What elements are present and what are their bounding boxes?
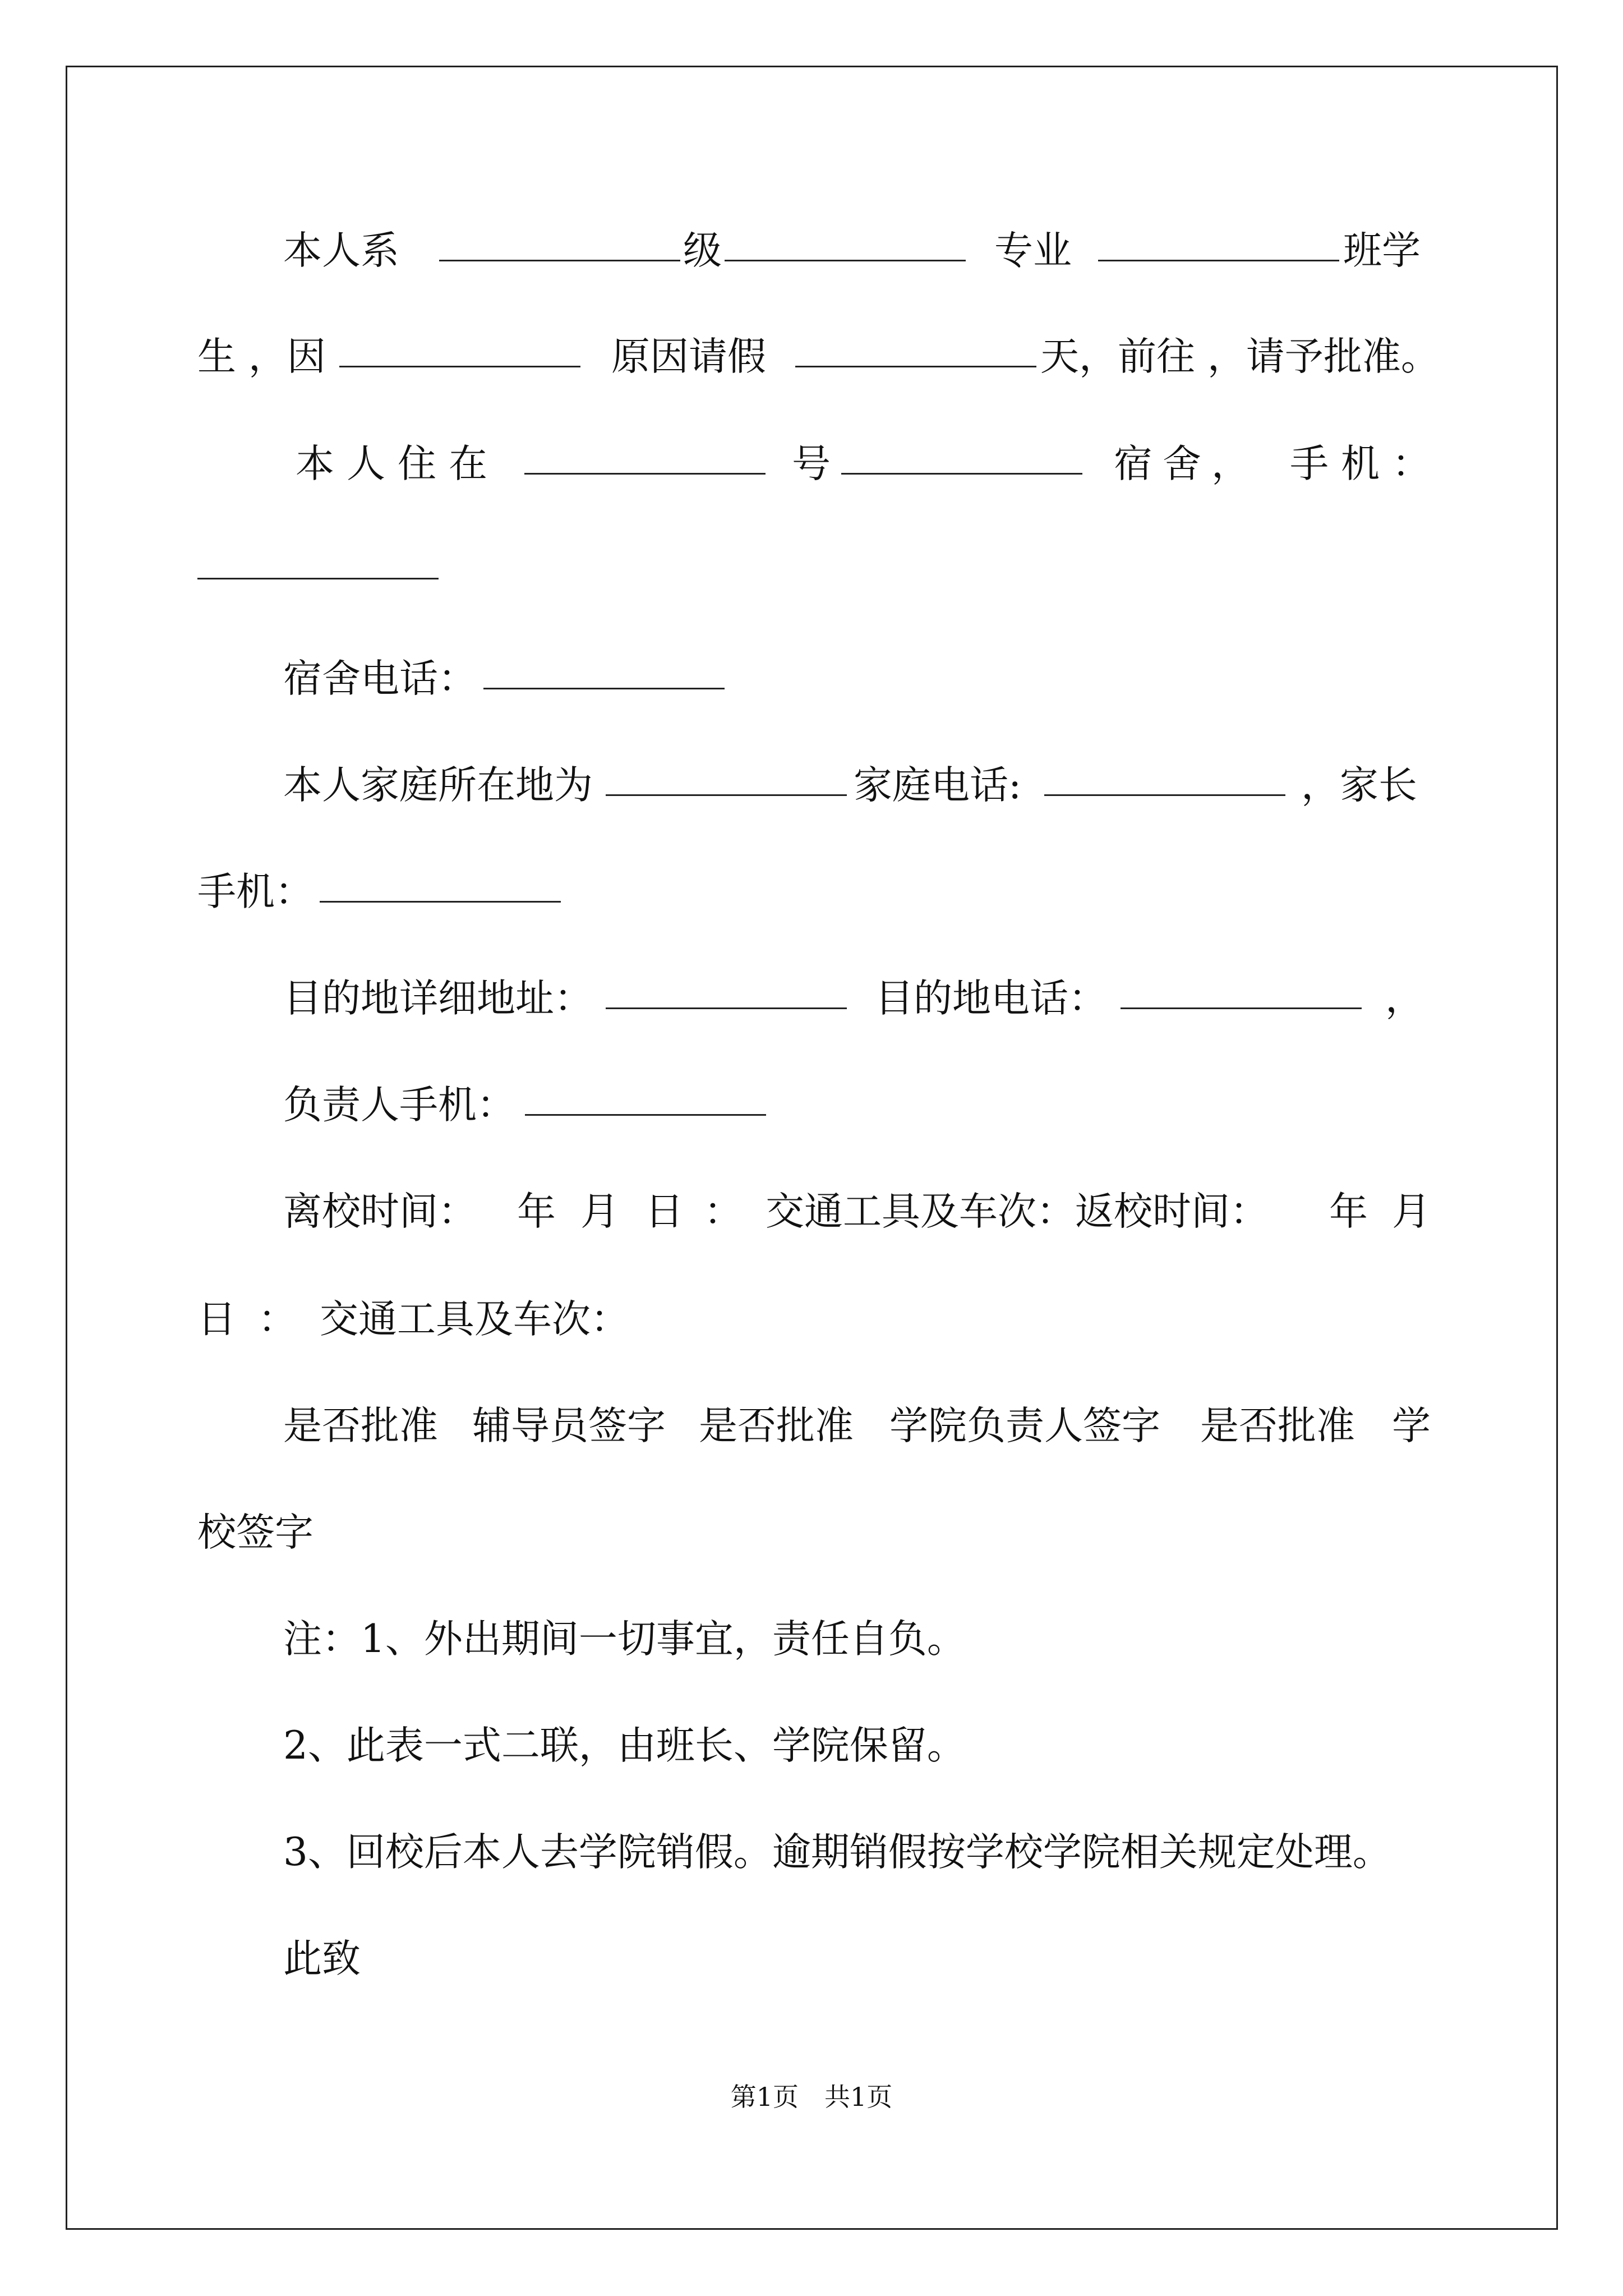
text: 学 [1392,1404,1431,1448]
text: 本人家庭所在地为 [283,763,593,808]
days-blank[interactable] [795,334,1036,367]
text: 是否批准 [1200,1404,1355,1448]
text: 生 ，因 [197,334,326,379]
text: 宿舍， [1114,441,1260,486]
home-location-blank[interactable] [606,763,847,796]
text: 级 [683,228,722,273]
text: 日 [197,1297,236,1342]
text: 原因请假 [611,334,766,379]
major-blank[interactable] [725,228,966,261]
mobile-blank[interactable] [197,546,439,579]
text: 是否批准 [699,1404,854,1448]
note-1: 注：1、外出期间一切事宜，责任自负。 [283,1617,966,1662]
text: ： [704,1189,743,1234]
text: 本人住在 [296,441,500,486]
dorm-room-blank[interactable] [841,441,1082,475]
text: 天，前往 ，请予批准。 [1040,334,1440,379]
text: 学院负责人签字 [889,1404,1160,1448]
text: 离校时间： [283,1189,477,1234]
reason-blank[interactable] [339,334,580,367]
note-2: 2、此表一式二联，由班长、学院保留。 [283,1723,966,1768]
text: 是否批准 [283,1404,438,1448]
note-3: 3、回校后本人去学院销假。逾期销假按学校学院相关规定处理。 [283,1830,1391,1875]
text: ： [258,1297,297,1342]
text: 专业 [994,228,1072,273]
grade-blank[interactable] [439,228,680,261]
text: 号 [792,441,831,486]
text: 年 [517,1189,556,1234]
text: 负责人手机： [283,1083,515,1128]
text: 月 [580,1189,619,1234]
dorm-phone-blank[interactable] [483,656,725,689]
page-border [66,66,1558,2230]
text: 交通工具及车次： [320,1297,629,1342]
home-phone-blank[interactable] [1044,763,1285,796]
parent-mobile-blank[interactable] [320,869,561,903]
destination-address-blank[interactable] [606,976,847,1009]
text: 辅导员签字 [472,1404,666,1448]
text: 班学 [1343,228,1421,273]
text: ，家长 [1301,763,1417,808]
text: 目的地详细地址： [283,976,593,1021]
text: 家庭电话: [854,763,1022,808]
text: 宿舍电话： [283,656,477,701]
text: 目的地电话： [875,976,1107,1021]
destination-phone-blank[interactable] [1121,976,1362,1009]
responsible-mobile-blank[interactable] [525,1083,766,1116]
text: 日 [645,1189,684,1234]
text: 本人系 [283,228,399,273]
text: 校签字 [197,1510,313,1555]
text: 年 [1329,1189,1368,1234]
text: ， [1385,976,1424,1021]
class-blank[interactable] [1098,228,1339,261]
text: 月 [1392,1189,1431,1234]
text: 手机： [197,869,313,914]
salutation: 此致 [283,1936,361,1981]
page-number: 第1页 共1页 [730,2082,893,2112]
dorm-building-blank[interactable] [524,441,766,475]
text: 交通工具及车次：返校时间： [766,1189,1269,1234]
text: 手机： [1290,441,1443,486]
